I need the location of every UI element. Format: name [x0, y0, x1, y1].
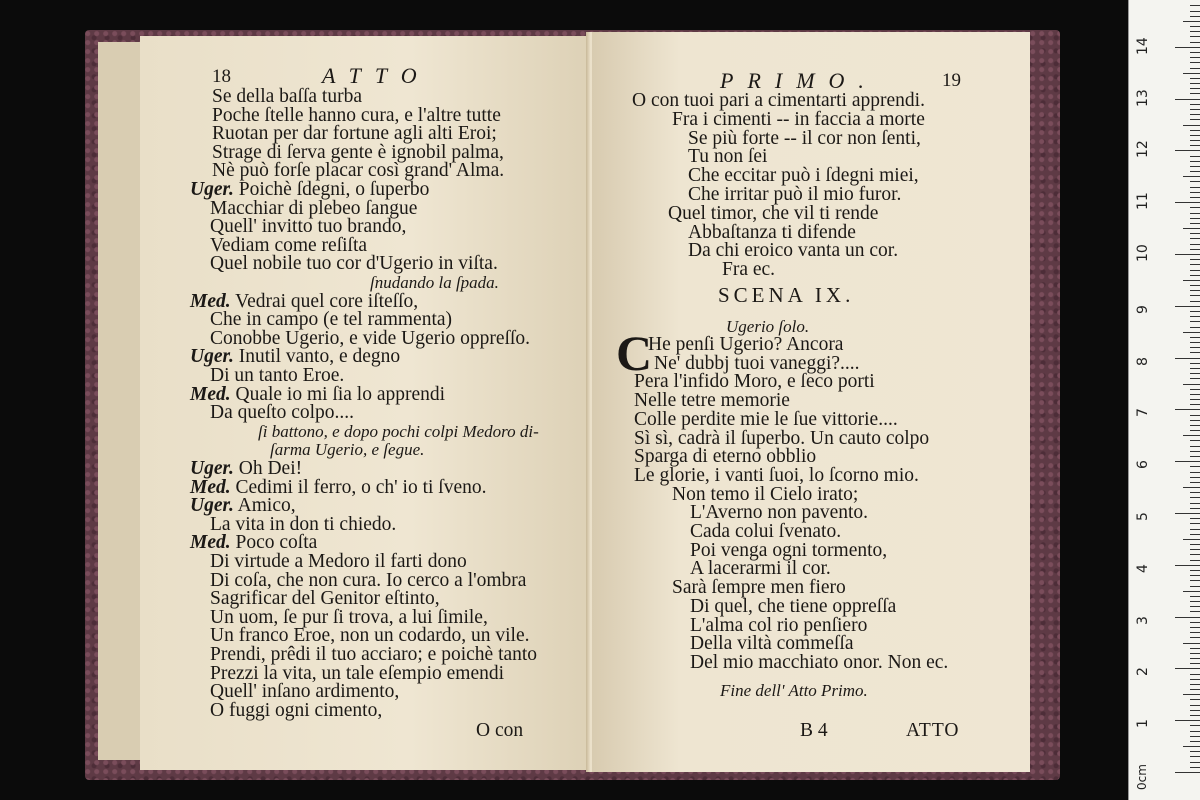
ruler-tick [1190, 109, 1200, 110]
ruler-tick [1190, 751, 1200, 752]
ruler-tick [1190, 554, 1200, 555]
speaker-label: Uger. [190, 179, 234, 200]
ruler-tick [1183, 176, 1200, 177]
ruler-tick [1175, 47, 1200, 48]
text-line: Un franco Eroe, non un codardo, un vile. [210, 625, 530, 647]
ruler-number: 4 [1135, 563, 1151, 573]
ruler-tick [1190, 93, 1200, 94]
ruler-tick [1183, 539, 1200, 540]
ruler-tick [1190, 42, 1200, 43]
line-text: Poichè ſdegni, o ſuperbo [233, 179, 430, 200]
ruler-tick [1190, 570, 1200, 571]
text-line: Non temo il Cielo irato; [672, 483, 859, 505]
line-text: Amico, [233, 495, 296, 517]
ruler-tick [1190, 373, 1200, 374]
ruler-tick [1190, 347, 1200, 348]
ruler-tick [1190, 259, 1200, 260]
ruler-tick [1190, 394, 1200, 395]
ruler-tick [1175, 99, 1200, 100]
ruler-tick [1190, 295, 1200, 296]
text-line: Tu non ſei [688, 146, 768, 168]
line-text: Quale io mi ſia lo apprendi [230, 383, 446, 405]
text-line: Nelle tetre memorie [634, 390, 790, 412]
ruler-tick [1190, 52, 1200, 53]
ruler-tick [1190, 213, 1200, 214]
ruler-tick [1190, 430, 1200, 431]
ruler-tick [1190, 736, 1200, 737]
ruler-tick [1190, 88, 1200, 89]
ruler-tick [1190, 679, 1200, 680]
ruler-unit-label: 0cm [1135, 764, 1149, 790]
measurement-ruler [1128, 0, 1200, 800]
ruler-tick [1175, 358, 1200, 359]
text-line: Macchiar di plebeo ſangue [210, 197, 418, 219]
ruler-tick [1175, 202, 1200, 203]
ruler-tick [1175, 668, 1200, 669]
signature-mark: B 4 [800, 720, 828, 741]
ruler-tick [1190, 415, 1200, 416]
ruler-tick [1175, 565, 1200, 566]
ruler-tick [1190, 741, 1200, 742]
ruler-tick [1190, 16, 1200, 17]
text-line: ſarma Ugerio, e ſegue. [270, 440, 425, 460]
ruler-tick [1183, 487, 1200, 488]
text-line: L'alma col rio penſiero [690, 614, 868, 636]
speaker-label: Med. [190, 383, 231, 405]
line-text: Inutil vanto, e degno [233, 346, 401, 368]
text-line: Prezzi la vita, un tale eſempio emendi [210, 662, 505, 684]
text-line: Fra ec. [722, 259, 776, 281]
text-line: Sì sì, cadrà il ſuperbo. Un cauto colpo [634, 427, 930, 449]
speaker-label: Uger. [190, 458, 234, 479]
ruler-tick [1190, 440, 1200, 441]
ruler-tick [1190, 710, 1200, 711]
ruler-tick [1190, 767, 1200, 768]
ruler-tick [1190, 192, 1200, 193]
ruler-tick [1190, 756, 1200, 757]
ruler-number: 3 [1135, 615, 1151, 625]
ruler-tick [1190, 637, 1200, 638]
ruler-tick [1190, 503, 1200, 504]
text-line: Prendi, prêdi il tuo acciaro; e poichè tanto [210, 644, 538, 665]
ruler-tick [1175, 254, 1200, 255]
ruler-tick [1190, 57, 1200, 58]
ruler-tick [1190, 389, 1200, 390]
ruler-tick [1190, 606, 1200, 607]
ruler-number: 11 [1135, 192, 1151, 211]
ruler-tick [1190, 301, 1200, 302]
ruler-number: 12 [1135, 140, 1151, 159]
ruler-tick [1190, 5, 1200, 6]
ruler-tick [1190, 575, 1200, 576]
drop-cap: C [616, 325, 653, 381]
text-line: Conobbe Ugerio, e vide Ugerio oppreſſo. [210, 327, 531, 349]
ruler-tick [1190, 11, 1200, 12]
text-line: Cada colui ſvenato. [690, 521, 842, 542]
text-line: Poi venga ogni tormento, [690, 539, 888, 561]
ruler-tick [1190, 104, 1200, 105]
text-line: ſnudando la ſpada. [370, 273, 499, 292]
text-line: Del mio macchiato onor. Non ec. [690, 651, 949, 673]
text-line: Se della baſſa turba [212, 86, 362, 107]
text-line: Sarà ſempre men fiero [672, 577, 846, 599]
text-line: Un uom, ſe pur ſi trova, a lui ſimile, [210, 606, 488, 628]
ruler-tick [1190, 378, 1200, 379]
ruler-number: 5 [1135, 512, 1151, 521]
ruler-tick [1190, 26, 1200, 27]
ruler-tick [1190, 653, 1200, 654]
ruler-tick [1190, 363, 1200, 364]
scene-direction: Ugerio ſolo. [726, 317, 810, 336]
ruler-tick [1175, 513, 1200, 514]
ruler-tick [1190, 482, 1200, 483]
running-head: PRIMO. [720, 68, 878, 93]
ruler-tick [1175, 150, 1200, 151]
ruler-tick [1190, 321, 1200, 322]
text-line: Che irritar può il mio furor. [688, 184, 902, 205]
text-line: Fra i cimenti -- in faccia a morte [672, 108, 925, 130]
page-number: 18 [212, 66, 231, 87]
line-text: Poco coſta [230, 532, 318, 554]
text-line: Di coſa, che non cura. Io cerco a l'ombra [210, 569, 527, 591]
ruler-tick [1190, 534, 1200, 535]
ruler-tick [1190, 78, 1200, 79]
text-line: Quel nobile tuo cor d'Ugerio in viſta. [210, 253, 498, 275]
ruler-number: 2 [1135, 667, 1151, 677]
ruler-tick [1190, 586, 1200, 587]
text-line: Di quel, che tiene oppreſſa [690, 595, 897, 617]
ruler-tick [1190, 529, 1200, 530]
running-head: ATTO [322, 63, 431, 88]
scene-heading: SCENA IX. [718, 283, 855, 307]
ruler-tick [1190, 560, 1200, 561]
left-page [140, 36, 590, 770]
line-text: Vedrai quel core iſteſſo, [230, 290, 419, 312]
ruler-tick [1190, 156, 1200, 157]
ruler-tick [1190, 119, 1200, 120]
ruler-tick [1190, 549, 1200, 550]
ruler-number: 1 [1135, 719, 1151, 729]
catchword: ATTO [906, 720, 960, 741]
ruler-tick [1183, 228, 1200, 229]
ruler-number: 8 [1135, 356, 1151, 366]
text-line: Abbaſtanza ti difende [688, 221, 856, 243]
ruler-tick [1190, 699, 1200, 700]
ruler-tick [1190, 596, 1200, 597]
catchword: O con [476, 720, 524, 741]
ruler-tick [1190, 715, 1200, 716]
text-line: Che in campo (e tel rammenta) [210, 309, 453, 331]
ruler-tick [1190, 492, 1200, 493]
ruler-tick [1190, 456, 1200, 457]
ruler-tick [1183, 384, 1200, 385]
ruler-tick [1190, 658, 1200, 659]
ruler-tick [1190, 425, 1200, 426]
text-line: Sagrificar del Genitor eſtinto, [210, 588, 440, 610]
ruler-tick [1190, 762, 1200, 763]
line-text: Oh Dei! [233, 458, 303, 479]
ruler-tick [1190, 114, 1200, 115]
ruler-tick [1190, 601, 1200, 602]
ruler-number: 7 [1135, 408, 1151, 418]
ruler-number: 13 [1135, 88, 1151, 107]
speaker-label: Uger. [190, 495, 234, 517]
ruler-tick [1183, 332, 1200, 333]
ruler-tick [1190, 218, 1200, 219]
text-line: ſi battono, e dopo pochi colpi Medoro di- [258, 421, 539, 441]
speaker-label: Med. [190, 476, 231, 498]
ruler-tick [1190, 327, 1200, 328]
ruler-tick [1190, 62, 1200, 63]
ruler-tick [1190, 451, 1200, 452]
text-line: He penſi Ugerio? Ancora [648, 334, 844, 355]
speaker-label: Med. [190, 532, 231, 554]
text-line: A lacerarmi il cor. [690, 558, 831, 580]
text-line: Se più forte -- il cor non ſenti, [688, 127, 921, 149]
text-line: Da chi eroico vanta un cor. [688, 240, 899, 262]
text-line: Di virtude a Medoro il farti dono [210, 551, 467, 572]
ruler-tick [1190, 161, 1200, 162]
ruler-tick [1175, 461, 1200, 462]
ruler-tick [1190, 352, 1200, 353]
ruler-tick [1190, 446, 1200, 447]
text-line: Sparga di eterno obblio [634, 446, 817, 468]
ruler-tick [1190, 181, 1200, 182]
ruler-tick [1190, 197, 1200, 198]
speaker-label: Uger. [190, 346, 234, 368]
ruler-tick [1190, 648, 1200, 649]
text-line: Vediam come reſiſta [210, 234, 368, 256]
ruler-tick [1183, 21, 1200, 22]
ruler-tick [1183, 73, 1200, 74]
ruler-tick [1190, 249, 1200, 250]
ruler-tick [1190, 523, 1200, 524]
line-text: Cedimi il ferro, o ch' io ti ſveno. [230, 476, 487, 498]
ruler-tick [1175, 617, 1200, 618]
ruler-tick [1190, 611, 1200, 612]
ruler-tick [1190, 466, 1200, 467]
ruler-tick [1183, 435, 1200, 436]
ruler-tick [1190, 207, 1200, 208]
ruler-tick [1190, 187, 1200, 188]
ruler-tick [1190, 316, 1200, 317]
ruler-tick [1190, 171, 1200, 172]
ruler-tick [1190, 663, 1200, 664]
ruler-tick [1190, 238, 1200, 239]
ruler-tick [1183, 280, 1200, 281]
ruler-tick [1175, 409, 1200, 410]
ruler-tick [1190, 705, 1200, 706]
text-line: Pera l'infido Moro, e ſeco porti [634, 371, 875, 393]
ruler-tick [1183, 591, 1200, 592]
text-line: Quell' invitto tuo brando, [210, 216, 407, 238]
ruler-tick [1190, 270, 1200, 271]
ruler-tick [1183, 643, 1200, 644]
ruler-tick [1190, 135, 1200, 136]
ruler-tick [1183, 694, 1200, 695]
text-line: Da queſto colpo.... [210, 402, 355, 424]
ruler-tick [1190, 68, 1200, 69]
ruler-tick [1190, 223, 1200, 224]
text-line: Ne' dubbj tuoi vaneggi?.... [654, 352, 860, 374]
text-line: Di un tanto Eroe. [210, 365, 345, 386]
ruler-number: 10 [1135, 244, 1151, 262]
ruler-tick [1190, 420, 1200, 421]
ruler-tick [1190, 368, 1200, 369]
text-line: Della viltà commeſſa [690, 633, 854, 655]
right-page [592, 32, 1030, 772]
text-line: La vita in don ti chiedo. [210, 513, 397, 535]
ruler-tick [1190, 544, 1200, 545]
text-line: O fuggi ogni cimento, [210, 699, 383, 721]
text-line: Quell' inſano ardimento, [210, 681, 400, 703]
ruler-tick [1190, 290, 1200, 291]
ruler-tick [1190, 140, 1200, 141]
text-line: Colle perdite mie le ſue vittorie.... [634, 408, 898, 430]
act-end-note: Fine dell' Atto Primo. [720, 681, 868, 700]
ruler-tick [1190, 731, 1200, 732]
ruler-tick [1175, 772, 1200, 773]
ruler-tick [1190, 725, 1200, 726]
ruler-tick [1190, 275, 1200, 276]
ruler-number: 6 [1135, 460, 1151, 470]
ruler-tick [1175, 720, 1200, 721]
text-line: Poche ſtelle hanno cura, e l'altre tutte [212, 104, 501, 126]
speaker-label: Med. [190, 290, 231, 312]
ruler-tick [1190, 632, 1200, 633]
ruler-tick [1190, 399, 1200, 400]
ruler-tick [1190, 342, 1200, 343]
text-line: Quel timor, che vil ti rende [668, 202, 879, 224]
ruler-tick [1190, 244, 1200, 245]
ruler-tick [1190, 627, 1200, 628]
ruler-tick [1183, 746, 1200, 747]
ruler-tick [1190, 684, 1200, 685]
ruler-tick [1190, 674, 1200, 675]
ruler-tick [1190, 689, 1200, 690]
ruler-tick [1190, 580, 1200, 581]
ruler-tick [1190, 83, 1200, 84]
ruler-tick [1190, 166, 1200, 167]
ruler-tick [1190, 145, 1200, 146]
ruler-tick [1190, 477, 1200, 478]
text-line: Ruotan per dar fortune agli alti Eroi; [212, 123, 497, 145]
ruler-tick [1190, 311, 1200, 312]
ruler-tick [1190, 264, 1200, 265]
text-line: Nè può forſe placar così grand' Alma. [212, 160, 505, 182]
ruler-tick [1190, 36, 1200, 37]
ruler-tick [1190, 233, 1200, 234]
ruler-number: 9 [1135, 304, 1151, 314]
ruler-tick [1190, 497, 1200, 498]
text-line: L'Averno non pavento. [690, 502, 869, 524]
ruler-tick [1190, 622, 1200, 623]
ruler-tick [1190, 508, 1200, 509]
ruler-number: 14 [1135, 36, 1151, 55]
ruler-tick [1190, 337, 1200, 338]
text-line: O con tuoi pari a cimentarti apprendi. [632, 90, 925, 111]
text-line: Strage di ſerva gente è ignobil palma, [212, 141, 504, 163]
ruler-tick [1190, 404, 1200, 405]
ruler-tick [1190, 31, 1200, 32]
ruler-tick [1190, 130, 1200, 131]
ruler-tick [1183, 125, 1200, 126]
ruler-tick [1175, 306, 1200, 307]
text-line: Le glorie, i vanti ſuoi, lo ſcorno mio. [634, 464, 919, 486]
text-line: Che eccitar può i ſdegni miei, [688, 165, 919, 187]
page-number: 19 [942, 70, 961, 91]
ruler-tick [1190, 472, 1200, 473]
ruler-tick [1190, 518, 1200, 519]
ruler-tick [1190, 285, 1200, 286]
